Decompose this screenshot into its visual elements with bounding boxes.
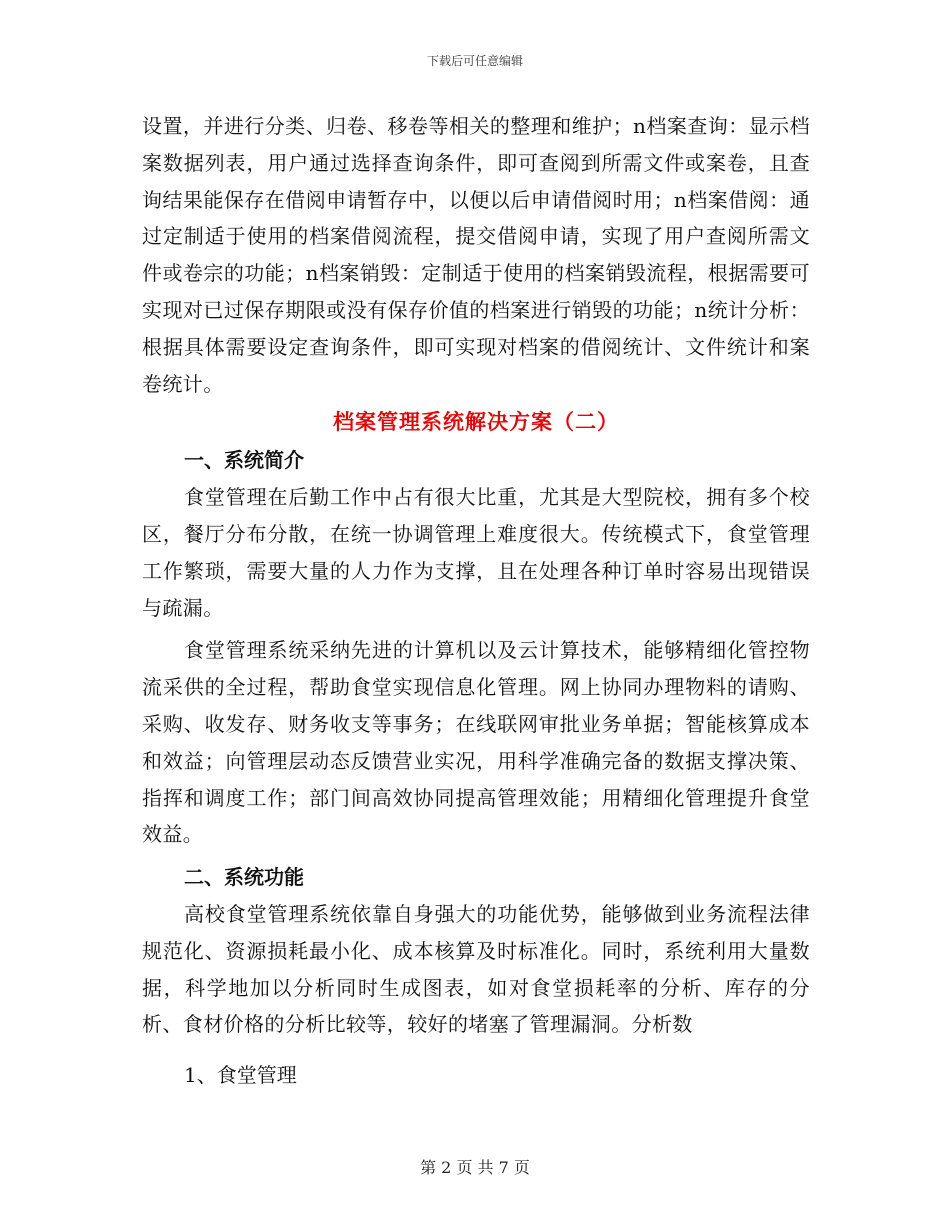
section1-paragraph-1: 食堂管理在后勤工作中占有很大比重，尤其是大型院校，拥有多个校区，餐厅分布分散，在统一协调管理上难度很大。传统模式下，食堂管理工作繁琐，需要大量的人力作为支撑，且在处理各种订单时容易出现错误与疏漏。 [142,485,810,620]
subheading-canteen-management: 1、食堂管理 [184,1063,297,1088]
section1-paragraph-2: 食堂管理系统采纳先进的计算机以及云计算技术，能够精细化管控物流采供的全过程，帮助食堂实现信息化管理。网上协同办理物料的请购、采购、收发存、财务收支等事务；在线联网审批业务单据；智能核算成本和效益；向管理层动态反馈营业实况，用科学准确完备的数据支撑决策、指挥和调度工作；部门间高效协同提高管理效能；用精细化管理提升食堂效益。 [142,638,810,847]
document-title: 档案管理系统解决方案（二） [333,410,619,435]
page-number-footer: 第 2 页 共 7 页 [420,1158,530,1177]
intro-paragraph: 设置，并进行分类、归卷、移卷等相关的整理和维护；n档案查询：显示档案数据列表，用户通过选择查询条件，即可查阅到所需文件或案卷，且查询结果能保存在借阅申请暂存中，以便以后申请借阅时用；n档案借阅：通过定制适于使用的档案借阅流程，提交借阅申请，实现了用户查阅所需文件或卷宗的功能；n档案销毁：定制适于使用的档案销毁流程，根据需要可实现对已过保存期限或没有保存价值的档案进行销毁的功能；n统计分析：根据具体需要设定查询条件，即可实现对档案的借阅统计、文件统计和案卷统计。 [142,114,810,396]
page-header-note: 下载后可任意编辑 [426,54,523,68]
document-body [142,108,810,1094]
section2-paragraph-1: 高校食堂管理系统依靠自身强大的功能优势，能够做到业务流程法律规范化、资源损耗最小化、成本核算及时标准化。同时，系统利用大量数据，科学地加以分析同时生成图表，如对食堂损耗率的分析、库存的分析、食材价格的分析比较等，较好的堵塞了管理漏洞。分析数 [142,901,810,1037]
section-heading-functions: 二、系统功能 [184,865,304,890]
section-heading-intro: 一、系统简介 [184,448,304,473]
